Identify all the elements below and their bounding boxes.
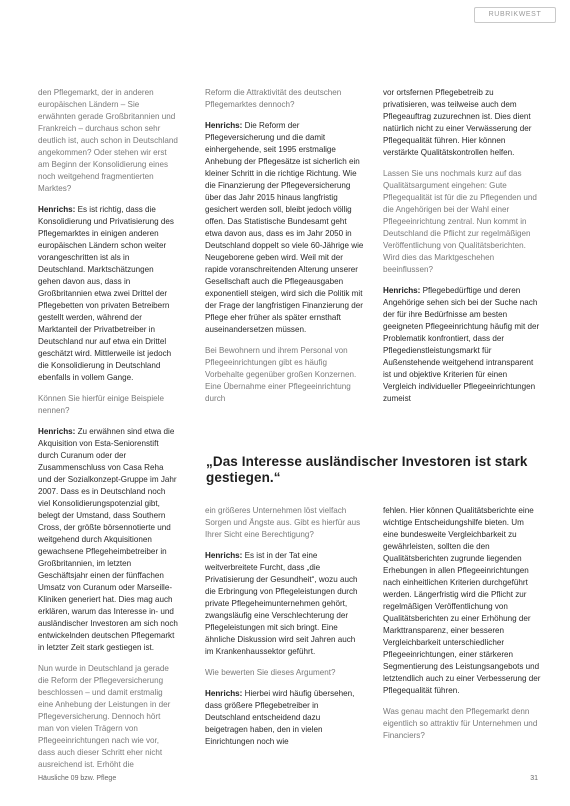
interview-question — [383, 168, 541, 276]
section-tab-label: RUBRIKWEST — [488, 11, 542, 18]
speaker-name: Henrichs: — [205, 689, 243, 698]
interview-paragraph — [383, 505, 541, 697]
paragraph-text: Hierbei wird häufig übersehen, dass größere Pflegebetreiber in Deutschland entscheidend dazu beigetragen haben, den in vielen Einrichtungen noch wie — [205, 689, 355, 746]
speaker-name: Henrichs: — [205, 121, 243, 130]
paragraph-text: Bei Bewohnern und ihrem Personal von Pflegeeinrichtungen gibt es häufig Vorbehalte gegenüber großen Konzernen. Eine Übernahme einer Pflegeeinrichtung durch — [205, 346, 357, 403]
paragraph-text: Reform die Attraktivität des deutschen Pflegemarktes dennoch? — [205, 88, 342, 109]
pull-quote-headline: „Das Interesse ausländischer Investoren ist stark gestiegen.“ — [206, 454, 528, 485]
speaker-name: Henrichs: — [383, 286, 421, 295]
speaker-name: Henrichs: — [38, 427, 76, 436]
paragraph-text: Nun wurde in Deutschland ja gerade die Reform der Pflegeversicherung beschlossen – und damit erstmalig eine Anhebung der Leistungen in der Pflegeversicherung. Dennoch hört man von vielen Trägern von Pflegeeinrichtungen nach wie vor, dass auch dieser Schritt eher nicht ausreichend ist. Erhöht die — [38, 664, 171, 769]
paragraph-text: Pflegebedürftige und deren Angehörige sehen sich bei der Suche nach der für ihre Bedürfnisse am besten geeigneten Pflegeeinrichtung häufig mit der Problematik konfrontiert, dass der Pflegedienstleistungsmarkt für Außenstehende weitgehend intransparent ist und objektive Kriterien für einen Vergleich individueller Pflegeeinrichtungen zumeist — [383, 286, 540, 403]
interview-question — [38, 663, 178, 771]
interview-question — [205, 505, 365, 541]
interview-question — [205, 345, 365, 405]
paragraph-text: Es ist richtig, dass die Konsolidierung und Privatisierung des Pflegemarktes in einigen anderen europäischen Ländern schon weiter vorangeschritten ist als in Deutschland. Marktschätzungen gehen davon aus, dass in Großbritannien etwa zwei Drittel der Pflegebetten von privaten Betreibern gestellt werden, während der Marktanteil der Privatbetreiber in Deutschland nur auf etwa ein Drittel geschätzt wird. Mittlerweile ist jedoch die Konsolidierung in Deutschland ebenfalls in vollem Gange. — [38, 205, 174, 382]
paragraph-text: Können Sie hierfür einige Beispiele nennen? — [38, 394, 164, 415]
interview-paragraph — [38, 204, 178, 384]
footer-publication: Häusliche 09 bzw. Pflege — [38, 775, 117, 782]
paragraph-text: Es ist in der Tat eine weitverbreitete Furcht, dass „die Privatisierung der Gesundheit“, wozu auch die Erbringung von Pflegeleistungen durch private Pflegeheimunternehmen gehört, zwangsläufig eine Verschlechterung der Pflegeleistungen mit sich bringt. Eine ähnliche Diskussion wird seit Jahren auch im Krankenhaussektor geführt. — [205, 551, 358, 656]
interview-paragraph — [205, 550, 365, 658]
column-2-lower — [205, 505, 365, 757]
paragraph-text: Wie bewerten Sie dieses Argument? — [205, 668, 336, 677]
paragraph-text: Lassen Sie uns nochmals kurz auf das Qualitätsargument eingehen: Gute Pflegequalität ist für die zu Pflegenden und die Angehörigen bei der Wahl einer Pflegeeinrichtung zentral. Nun kommt in Deutschland die Pflicht zur regelmäßigen Veröffentlichung von Qualitätsberichten. Wird dies das Marktgeschehen beeinflussen? — [383, 169, 537, 274]
column-1 — [38, 87, 178, 780]
interview-question — [205, 667, 365, 679]
interview-question — [38, 393, 178, 417]
paragraph-text: vor ortsfernen Pflegebetreib zu privatisieren, was teilweise auch dem Pflegeauftrag zuzurechnen ist. Dies dient natürlich nicht zu einer Verwässerung der Pflegequalität führen. Hier können verstärkte Qualitätskontrollen helfen. — [383, 88, 532, 157]
paragraph-text: Was genau macht den Pflegemarkt denn eigentlich so attraktiv für Unternehmen und Financiers? — [383, 707, 538, 740]
interview-question — [38, 87, 178, 195]
interview-question — [205, 87, 365, 111]
page-footer — [38, 775, 538, 789]
interview-paragraph — [383, 285, 541, 405]
interview-question — [383, 706, 541, 742]
page-number: 31 — [530, 775, 538, 782]
interview-paragraph — [205, 688, 365, 748]
column-3-lower — [383, 505, 541, 751]
column-3 — [383, 87, 541, 414]
section-tab — [474, 7, 556, 23]
interview-paragraph — [383, 87, 541, 159]
paragraph-text: fehlen. Hier können Qualitätsberichte eine wichtige Entscheidungshilfe bieten. Um eine bundesweite Vergleichbarkeit zu gewährleisten, sollten die den Qualitätsberichten zugrunde liegenden Erhebungen in allen Pflegeeinrichtungen nach einheitlichen Kriterien durchgeführt werden. Längerfristig wird die Pflicht zur regelmäßigen Veröffentlichung von Qualitätsberichten zu einer Erhöhung der Markttransparenz, einer besseren Vergleichbarkeit unterschiedlicher Pflegeeinrichtungen, einer stärkeren Segmentierung des Leistungsangebots und letztendlich auch zu einer Verbesserung der Pflegequalität führen. — [383, 506, 541, 695]
speaker-name: Henrichs: — [38, 205, 76, 214]
column-2 — [205, 87, 365, 414]
paragraph-text: den Pflegemarkt, der in anderen europäischen Ländern – Sie erwähnten gerade Großbritannien und Frankreich – durchaus schon sehr deutlich ist, auch schon in Deutschland angekommen? Oder stehen wir erst am Beginn der Konsolidierung eines noch weitgehend fragmentierten Marktes? — [38, 88, 178, 193]
interview-paragraph — [38, 426, 178, 654]
interview-paragraph — [205, 120, 365, 336]
speaker-name: Henrichs: — [205, 551, 243, 560]
paragraph-text: Die Reform der Pflegeversicherung und die damit einhergehende, seit 1995 erstmalige Anhebung der Pflegesätze ist sicherlich ein kleiner Schritt in die richtige Richtung. Wie die Finanzierung der Pflegeversicherung über das Jahr 2015 hinaus langfristig gesichert werden soll, bleibt jedoch völlig offen. Das Statistische Bundesamt geht etwa davon aus, dass es im Jahr 2050 in Deutschland doppelt so viele 60-Jährige wie Neugeborene geben wird. Weil mit der rapide voranschreitenden Alterung unserer Gesellschaft auch die Pflegeausgaben exponentiell steigen, wird sich die Politik mit der Frage der langfristigen Finanzierung der Pflege eher früher als später ernsthaft auseinandersetzen müssen. — [205, 121, 364, 334]
paragraph-text: ein größeres Unternehmen löst vielfach Sorgen und Ängste aus. Gibt es hierfür aus Ihrer Sicht eine Berechtigung? — [205, 506, 361, 539]
paragraph-text: Zu erwähnen sind etwa die Akquisition von Esta-Seniorenstift durch Curanum oder der Zusammenschluss von Casa Reha und der Sozialkonzept-Gruppe im Jahr 2007. Dass es in Deutschland noch viel Konsolidierungspotenzial gibt, belegt der Umstand, dass Southern Cross, der größte börsennotierte und weitgehend durch Akquisitionen gewachsene Pflegeheimbetreiber in Großbritannien, im letzten Geschäftsjahr einen der fünffachen Umsatz von Curanum oder Marseille-Kliniken generiert hat. Dies mag auch erklären, warum das Interesse in- und ausländischer Investoren am sich noch entwickelnden deutschen Pflegemarkt in letzter Zeit stark gestiegen ist. — [38, 427, 178, 652]
